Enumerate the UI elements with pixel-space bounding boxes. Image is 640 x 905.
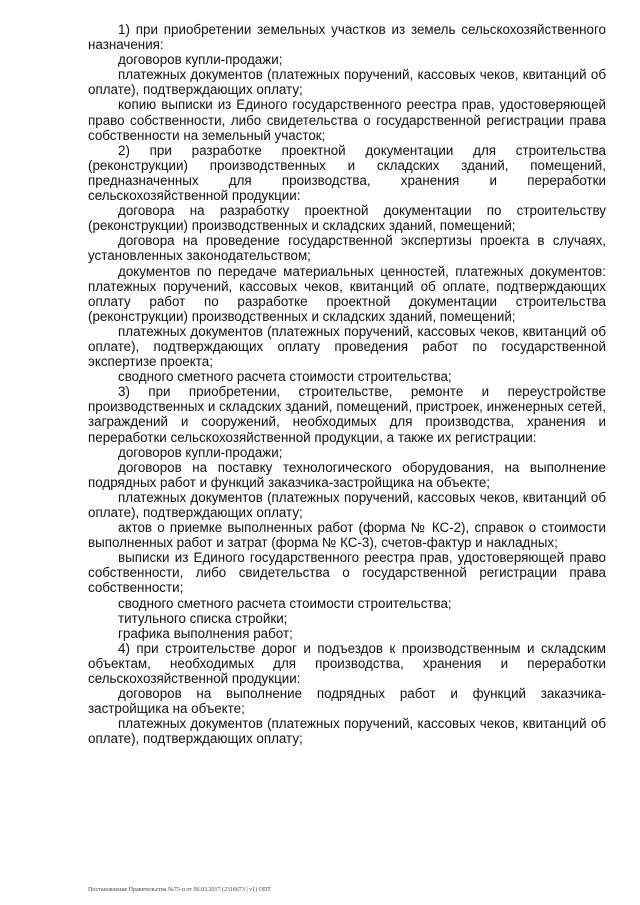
paragraph: копию выписки из Единого государственного реестра прав, удостоверяющей право собственности, либо свидетельства о государственной регистрации права собственности на земельный участок;: [88, 97, 606, 143]
paragraph: договоров на поставку технологического оборудования, на выполнение подрядных работ и функций заказчика-застройщика на объекте;: [88, 459, 606, 490]
paragraph: платежных документов (платежных поручений, кассовых чеков, квитанций об оплате), подтверждающих оплату;: [88, 67, 606, 98]
paragraph: договора на разработку проектной документации по строительству (реконструкции) производственных и складских зданий, помещений;: [88, 203, 606, 234]
paragraph: договоров на выполнение подрядных работ и функций заказчика-застройщика на объекте;: [88, 686, 606, 717]
paragraph: платежных документов (платежных поручений, кассовых чеков, квитанций об оплате), подтверждающих оплату;: [88, 716, 606, 747]
paragraph: платежных документов (платежных поручений, кассовых чеков, квитанций об оплате), подтверждающих оплату проведения работ по государственной экспертизе проекта;: [88, 323, 606, 370]
paragraph: сводного сметного расчета стоимости строительства;: [118, 595, 452, 611]
paragraph: договора на проведение государственной экспертизы проекта в случаях, установленных законодательством;: [88, 233, 606, 264]
paragraph: актов о приемке выполненных работ (форма № КС-2), справок о стоимости выполненных работ и затрат (форма № КС-3), счетов-фактур и накладных;: [88, 520, 606, 551]
paragraph: документов по передаче материальных ценностей, платежных документов: платежных поручений, кассовых чеков, квитанций об оплате, подтверждающих оплату работ по разработке проектной документации строительства (реконструкции) производственных и складских зданий, помещений;: [88, 263, 606, 324]
paragraph: титульного списка стройки;: [118, 610, 288, 626]
paragraph: 4) при строительстве дорог и подъездов к производственным и складским объектам, необходимых для производства, хранения и переработки сельскохозяйственной продукции:: [88, 640, 606, 687]
paragraph: 1) при приобретении земельных участков из земель сельскохозяйственного назначения:: [88, 22, 606, 53]
paragraph: договоров купли-продажи;: [118, 444, 283, 460]
paragraph: 3) при приобретении, строительстве, ремонте и переустройстве производственных и складских зданий, помещений, пристроек, инженерных сетей, заграждений и сооружений, необходимых для производства, хранения и переработки сельскохозяйственной продукции, а также их регистрации:: [88, 384, 606, 445]
paragraph: договоров купли-продажи;: [118, 52, 283, 68]
document-body: [88, 22, 606, 747]
paragraph: платежных документов (платежных поручений, кассовых чеков, квитанций об оплате), подтверждающих оплату;: [88, 489, 606, 520]
document-footer: Постановление Правительства №75-п от 06.03.2017 (2316673 | v1) ODT: [88, 887, 271, 893]
paragraph: сводного сметного расчета стоимости строительства;: [118, 369, 452, 385]
paragraph: графика выполнения работ;: [118, 625, 293, 641]
paragraph: выписки из Единого государственного реестра прав, удостоверяющей право собственности, либо свидетельства о государственной регистрации права собственности;: [88, 550, 606, 596]
paragraph: 2) при разработке проектной документации для строительства (реконструкции) производственных и складских зданий, помещений, предназначенных для производства, хранения и переработки сельскохозяйственной продукции:: [88, 142, 606, 204]
